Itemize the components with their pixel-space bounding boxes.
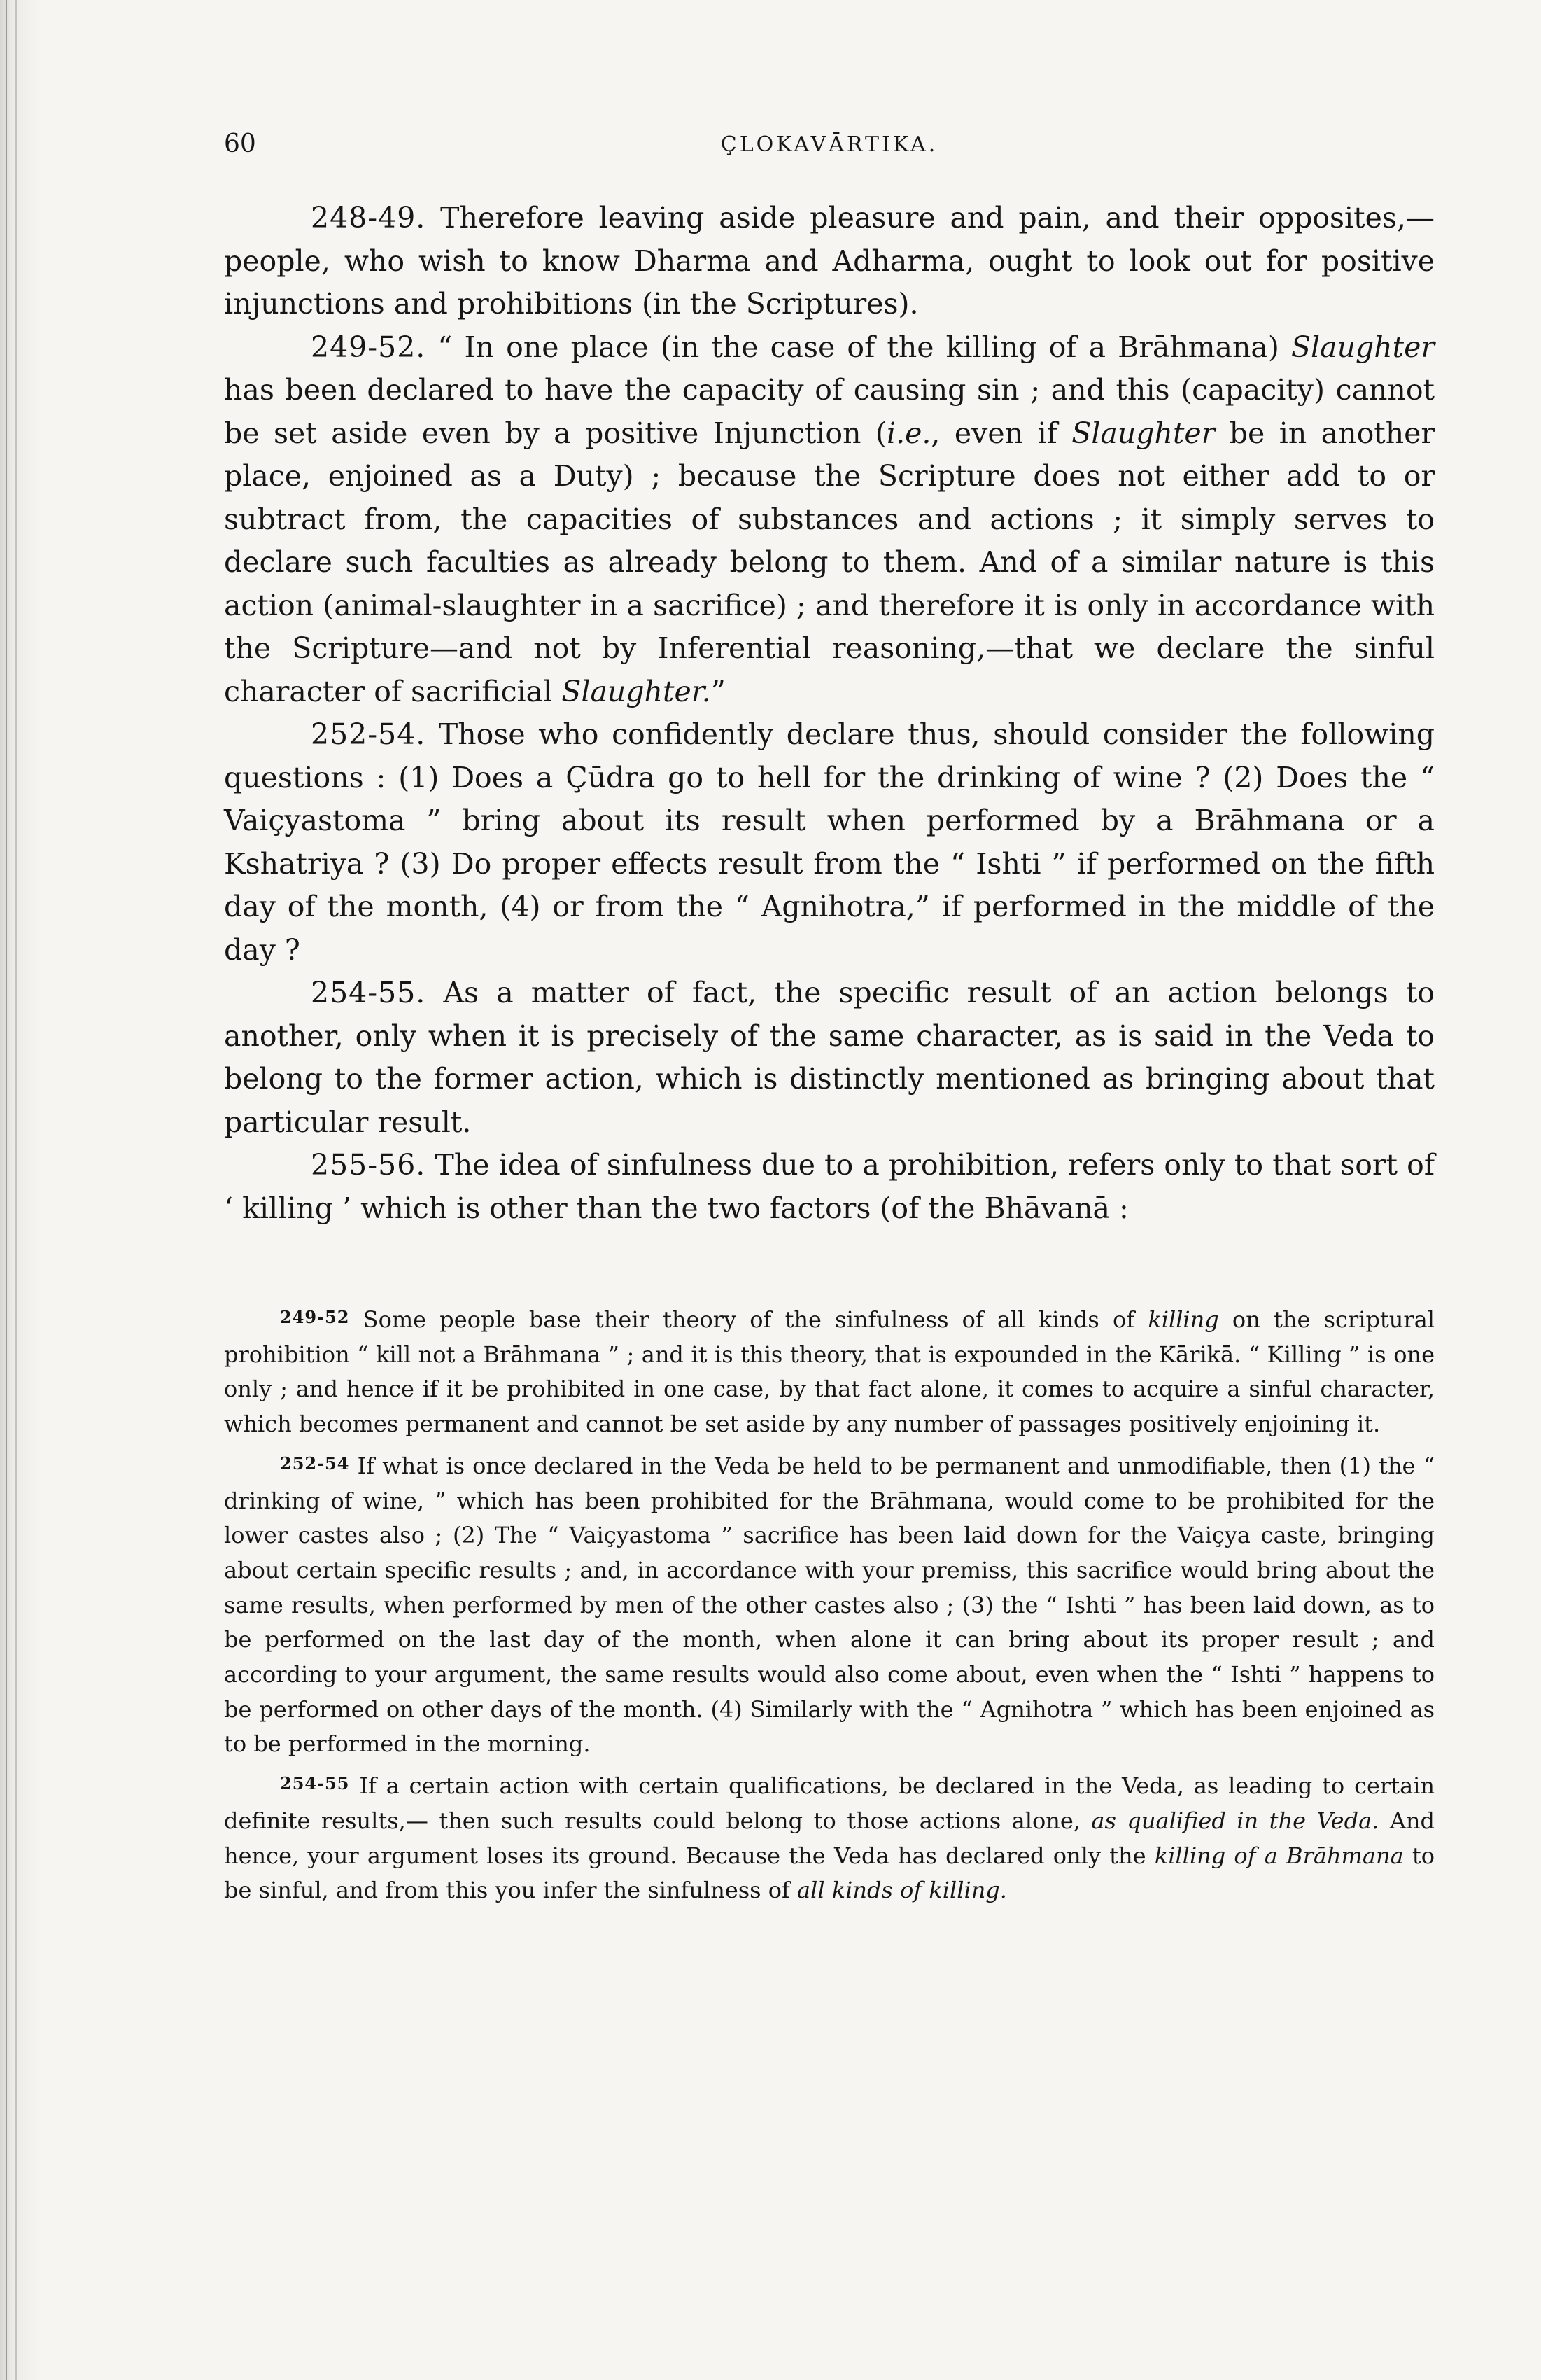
- paragraph-text: The idea of sinfulness due to a prohibition, refers only to that sort of ‘ killing ’ which is other than the two factors (of the Bhāvanā :: [224, 1148, 1435, 1225]
- footnote-reference: 254-55: [280, 1773, 350, 1794]
- paragraph-248-49: [224, 197, 1435, 326]
- book-page: [224, 130, 1435, 1912]
- verse-reference: 254-55.: [311, 976, 426, 1009]
- paragraph-255-56: [224, 1144, 1435, 1230]
- footnote-249-52: [224, 1300, 1435, 1442]
- footnotes: [224, 1300, 1435, 1908]
- paragraph-text: “ In one place (in the case of the killing of a Brāhmana): [425, 330, 1291, 364]
- binding-line: [15, 0, 17, 2380]
- paragraph-text: has been declared to have the capacity of causing sin ; and this (capacity) cannot be set aside even by a positive Injunction (: [224, 373, 1435, 450]
- paragraph-text: Therefore leaving aside pleasure and pain, and their opposites,—people, who wish to know Dharma and Adharma, ought to look out for positive injunctions and prohibitions (in the Scriptures).: [224, 201, 1435, 321]
- footnote-text: to be sinful, and from this you infer the sinfulness of: [224, 1842, 1435, 1904]
- footnote-reference: 252-54: [280, 1452, 350, 1474]
- italic-term: all kinds of killing.: [797, 1877, 1007, 1904]
- italic-term: killing of a Brāhmana: [1154, 1842, 1404, 1869]
- footnote-separator: [224, 1230, 1435, 1300]
- italic-term: as qualified in the Veda.: [1091, 1807, 1379, 1834]
- paragraph-text: Those who confidently declare thus, should consider the following questions : (1) Does a Çūdra go to hell for the drinking of wine ? (2) Does the “ Vaiçyastoma ” bring about its result when performed by a Brāhmana or a Kshatriya ? (3) Do proper effects result from the “ Ishti ” if performed on the fifth day of the month, (4) or from the “ Agnihotra,” if performed in the middle of the day ?: [224, 718, 1435, 967]
- paragraph-254-55: [224, 972, 1435, 1144]
- page-number: 60: [224, 130, 256, 158]
- paragraph-text: As a matter of fact, the specific result of an action belongs to another, only when it is precisely of the same character, as is said in the Veda to belong to the former action, which is distinctly mentioned as bringing about that particular result.: [224, 976, 1435, 1139]
- italic-term: i.e.: [886, 416, 931, 450]
- footnote-text: Some people base their theory of the sinfulness of all kinds of: [349, 1306, 1148, 1333]
- running-title: ÇLOKAVĀRTIKA.: [720, 132, 938, 157]
- italic-term: Slaughter.: [561, 674, 711, 708]
- verse-reference: 252-54.: [311, 718, 426, 751]
- running-header: [224, 130, 1435, 172]
- italic-term: Slaughter: [1071, 416, 1216, 450]
- paragraph-text: , even if: [931, 416, 1072, 450]
- verse-reference: 249-52.: [311, 330, 426, 364]
- footnote-252-54: [224, 1446, 1435, 1762]
- footnote-text: And hence, your argument loses its ground. Because the Veda has declared only the: [224, 1807, 1435, 1869]
- verse-reference: 248-49.: [311, 201, 426, 234]
- binding-line: [6, 0, 7, 2380]
- paragraph-text: be in another place, enjoined as a Duty) ; because the Scripture does not either add to or subtract from, the capacities of substances and actions ; it simply serves to declare such faculties as already belong to them. And of a similar nature is this action (animal-slaughter in a sacrifice) ; and therefore it is only in accordance with the Scripture—and not by Inferential reasoning,—that we declare the sinful character of sacrificial: [224, 416, 1435, 708]
- verse-reference: 255-56.: [311, 1148, 426, 1182]
- paragraph-249-52: [224, 326, 1435, 714]
- footnote-text: If what is once declared in the Veda be held to be permanent and unmodifiable, then (1) the “ drinking of wine, ” which has been prohibited for the Brāhmana, would come to be prohibited for the lower castes also ; (2) The “ Vaiçyastoma ” sacrifice has been laid down for the Vaiçya caste, bringing about certain specific results ; and, in accordance with your premiss, this sacrifice would bring about the same results, when performed by men of the other castes also ; (3) the “ Ishti ” has been laid down, as to be performed on the last day of the month, when alone it can bring about its proper result ; and according to your argument, the same results would also come about, even when the “ Ishti ” happens to be performed on other days of the month. (4) Similarly with the “ Agnihotra ” which has been enjoined as to be performed in the morning.: [224, 1452, 1435, 1758]
- footnote-text: on the scriptural prohibition “ kill not a Brāhmana ” ; and it is this theory, that is expounded in the Kārikā. “ Killing ” is one only ; and hence if it be prohibited in one case, by that fact alone, it comes to acquire a sinful character, which becomes permanent and cannot be set aside by any number of passages positively enjoining it.: [224, 1306, 1435, 1438]
- paragraph-252-54: [224, 713, 1435, 972]
- footnote-reference: 249-52: [280, 1307, 350, 1327]
- footnote-text: If a certain action with certain qualifications, be declared in the Veda, as leading to certain definite results,— then such results could belong to those actions alone,: [224, 1772, 1435, 1834]
- paragraph-text: ”: [710, 674, 726, 708]
- footnote-254-55: [224, 1766, 1435, 1908]
- italic-term: Slaughter: [1290, 330, 1435, 364]
- italic-term: killing: [1148, 1306, 1219, 1333]
- main-text: [224, 197, 1435, 1230]
